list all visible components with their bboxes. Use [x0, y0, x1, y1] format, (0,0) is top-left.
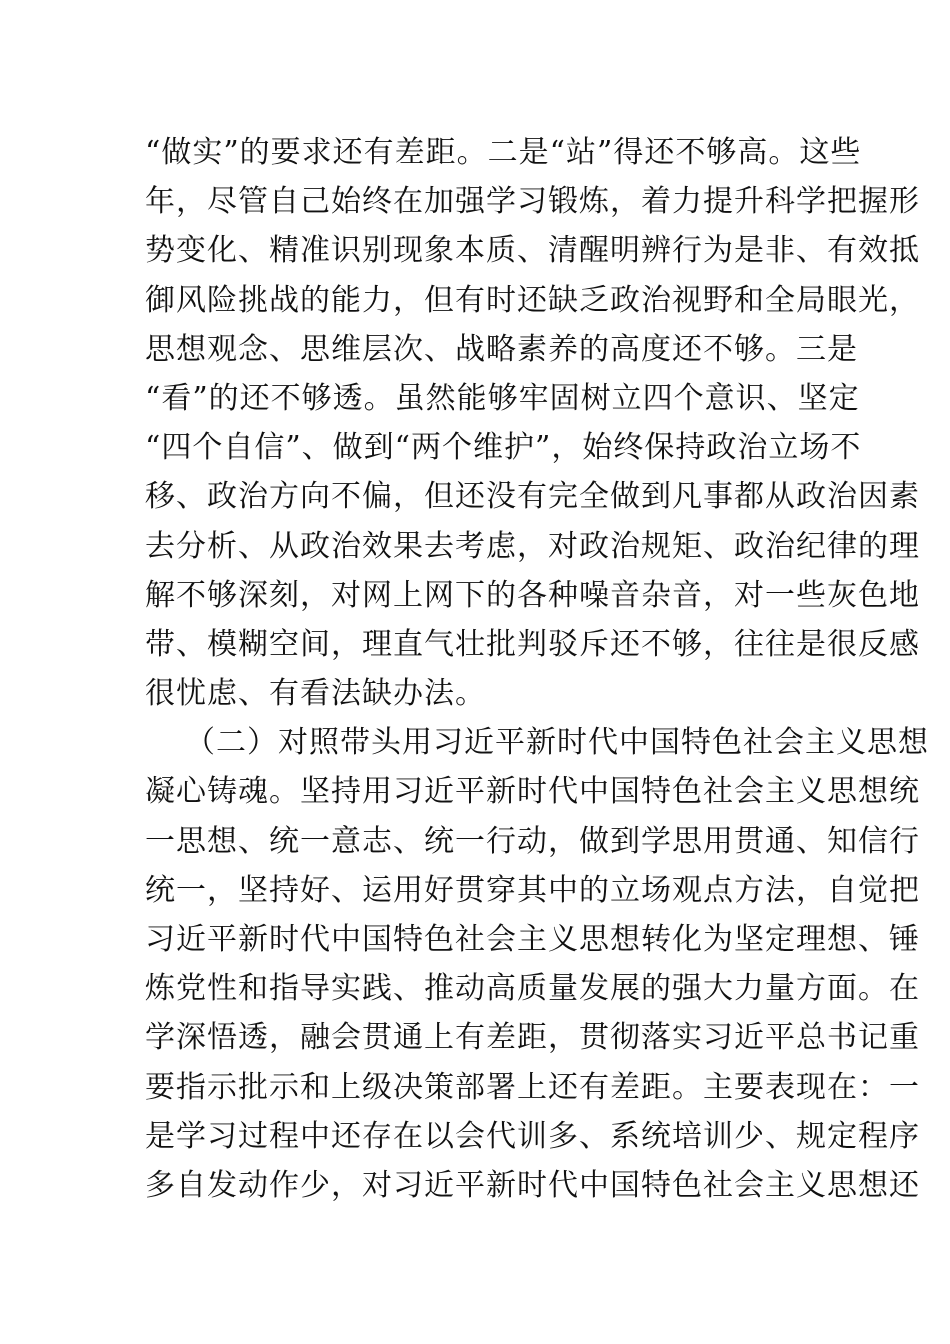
text-line: 凝心铸魂。坚持用习近平新时代中国特色社会主义思想统 [145, 774, 920, 810]
text-line: 带、模糊空间，理直气壮批判驳斥还不够，往往是很反感 [145, 626, 920, 662]
text-line: “做实”的要求还有差距。二是“站”得还不够高。这些 [145, 135, 862, 170]
text-line: 解不够深刻，对网上网下的各种噪音杂音，对一些灰色地 [145, 577, 920, 613]
text-line: “看”的还不够透。虽然能够牢固树立四个意识、坚定 [145, 380, 860, 416]
text-line: 习近平新时代中国特色社会主义思想转化为坚定理想、锤 [145, 922, 920, 957]
section-heading-line: （二）对照带头用习近平新时代中国特色社会主义思想 [185, 725, 929, 761]
text-line: 势变化、精准识别现象本质、清醒明辨行为是非、有效抵 [145, 233, 920, 269]
text-line: 统一，坚持好、运用好贯穿其中的立场观点方法，自觉把 [145, 872, 920, 908]
text-line: 很忧虑、有看法缺办法。 [145, 676, 486, 712]
text-line: 要指示批示和上级决策部署上还有差距。主要表现在：一 [145, 1069, 920, 1105]
text-line: “四个自信”、做到“两个维护”，始终保持政治立场不 [145, 430, 862, 466]
text-line: 思想观念、思维层次、战略素养的高度还不够。三是 [145, 331, 858, 367]
text-line: 炼党性和指导实践、推动高质量发展的强大力量方面。在 [145, 971, 920, 1007]
text-line: 学深悟透，融会贯通上有差距，贯彻落实习近平总书记重 [145, 1020, 920, 1056]
body-text [145, 128, 929, 1210]
text-line: 是学习过程中还存在以会代训多、系统培训少、规定程序 [145, 1118, 920, 1154]
text-line: 多自发动作少，对习近平新时代中国特色社会主义思想还 [145, 1167, 920, 1203]
text-line: 御风险挑战的能力，但有时还缺乏政治视野和全局眼光， [145, 282, 920, 318]
text-line: 去分析、从政治效果去考虑，对政治规矩、政治纪律的理 [145, 528, 920, 564]
text-line: 年，尽管自己始终在加强学习锻炼，着力提升科学把握形 [145, 184, 920, 220]
text-line: 移、政治方向不偏，但还没有完全做到凡事都从政治因素 [145, 479, 920, 515]
text-line: 一思想、统一意志、统一行动，做到学思用贯通、知信行 [145, 823, 920, 859]
